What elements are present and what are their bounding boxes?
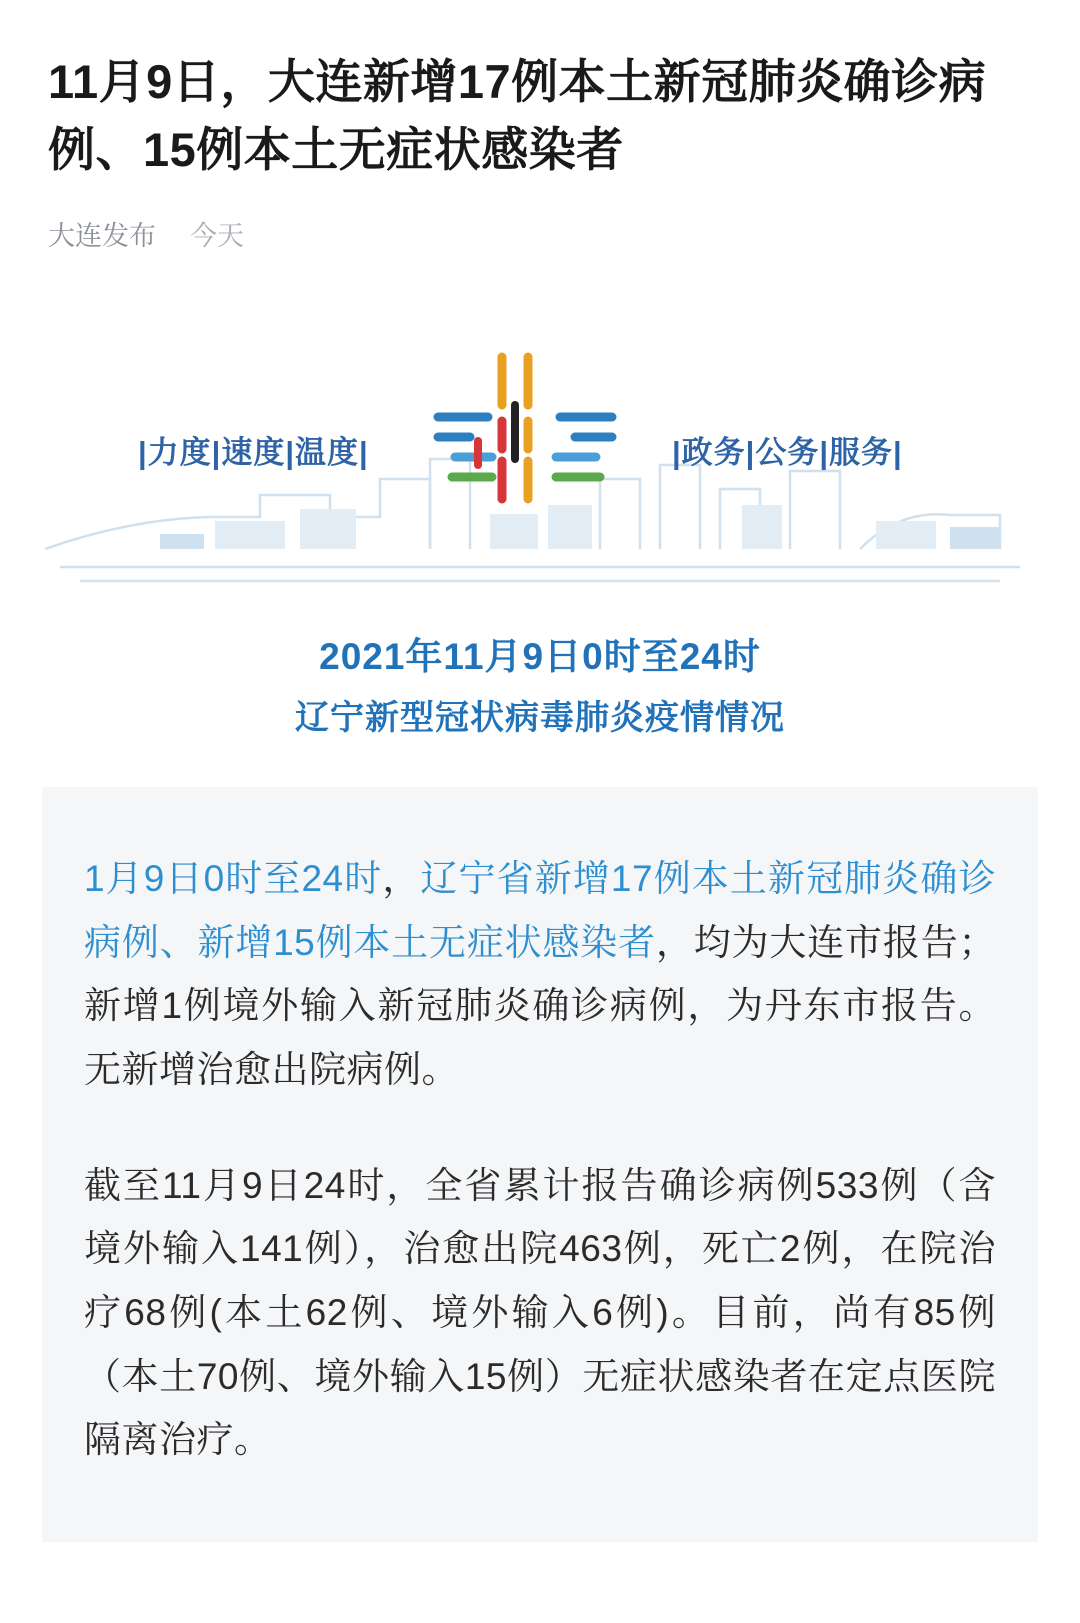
banner-tagline-right: |政务|公务|服务| (672, 435, 903, 471)
report-body-panel (42, 787, 1038, 1542)
banner-tagline-left: |力度|速度|温度| (138, 435, 369, 471)
paragraph-daily-summary (84, 847, 996, 1102)
highlight-period: 1月9日0时至24时 (84, 858, 383, 900)
paragraph1-text2: ，均为大连市报告；新增1例境外输入新冠肺炎确诊病例，为丹东市报告。无新增治愈出院病例。 (84, 921, 997, 1091)
article-source[interactable]: 大连发布 (48, 221, 156, 252)
paragraph1-text1: ， (382, 858, 421, 900)
report-heading-line1: 2021年11月9日0时至24时 (319, 636, 761, 678)
article-meta (48, 214, 1032, 253)
report-heading (0, 599, 1080, 787)
report-heading-line2: 辽宁新型冠状病毒肺炎疫情情况 (295, 698, 785, 737)
highlight-new-cases: 辽宁省新增17例本土新冠肺炎确诊病例、新增15例本土无症状感染者 (84, 858, 997, 963)
article-header (0, 0, 1080, 253)
paragraph-cumulative-summary: 截至11月9日24时，全省累计报告确诊病例533例（含境外输入141例），治愈出院463例，死亡2例，在院治疗68例(本土62例、境外输入6例)。目前，尚有85例（本土70例、境外输入15例）无症状感染者在定点医院隔离治疗。 (84, 1164, 996, 1461)
article-timestamp: 今天 (190, 221, 244, 252)
banner-image (0, 309, 1080, 599)
page-title: 11月9日，大连新增17例本土新冠肺炎确诊病例、15例本土无症状感染者 (48, 55, 987, 177)
